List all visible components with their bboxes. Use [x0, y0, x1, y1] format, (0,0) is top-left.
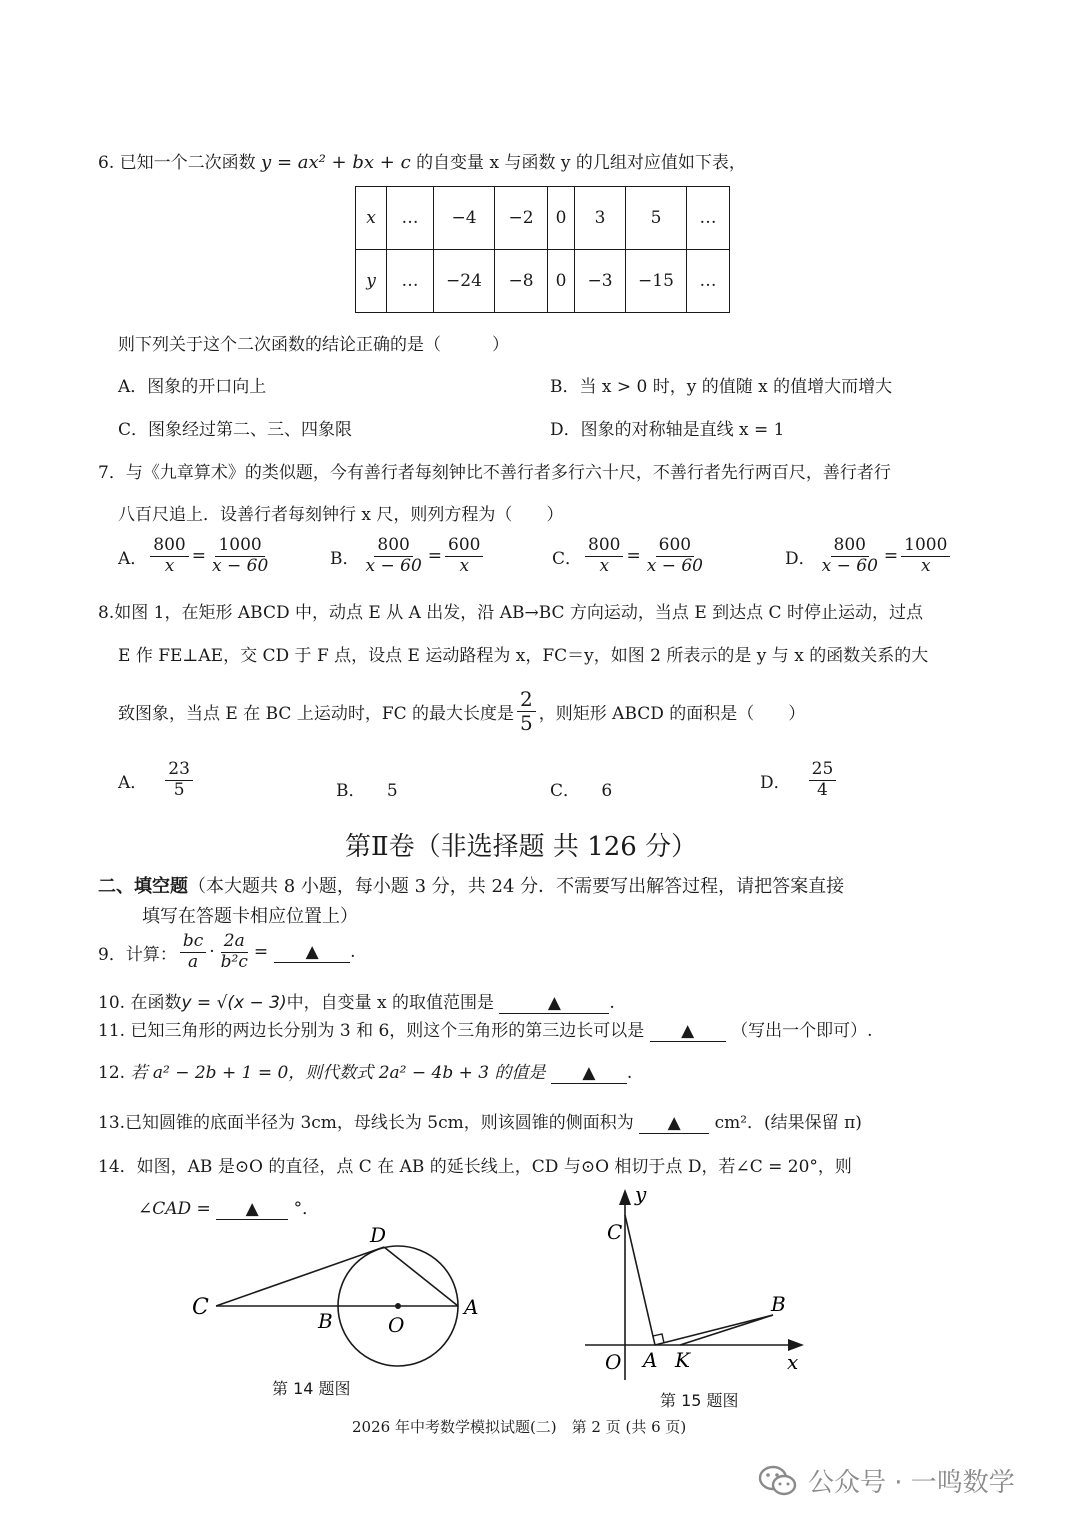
q11-text: 已知三角形的两边长分别为 3 和 6，则这个三角形的第三边长可以是 [130, 1021, 645, 1041]
segment-kb [680, 1315, 773, 1345]
numerator: 800 [831, 536, 869, 557]
numerator: 25 [809, 760, 837, 781]
numerator: 1000 [215, 536, 264, 557]
option-label: B． [336, 781, 366, 801]
numerator: 600 [656, 536, 694, 557]
denominator: 4 [817, 779, 828, 800]
table-cell: 5 [626, 187, 687, 250]
part2-heading-line2: 填写在答题卡相应位置上） [142, 906, 358, 927]
q13-unit: cm²．(结果保留 π) [714, 1113, 862, 1133]
label-a: A [643, 1348, 658, 1372]
section-heading: 二、填空题 [98, 876, 188, 897]
q7-option-c: C． $\frac{800}{x}$ = $\frac{600}{x - 60}$ [552, 536, 709, 576]
denominator: x [164, 555, 175, 576]
numerator: 800 [374, 536, 412, 557]
q10-line [98, 988, 615, 1014]
y-axis-arrow-icon [619, 1189, 631, 1205]
option-label: B． [330, 548, 360, 569]
denominator: x [599, 555, 610, 576]
part2-title: 第Ⅱ卷（非选择题 共 126 分） [345, 832, 698, 862]
fig15-caption: 第 15 题图 [660, 1391, 739, 1410]
q12-text: 若 a² − 2b + 1 = 0，则代数式 2a² − 4b + 3 的值是 [130, 1063, 546, 1083]
option-label: C． [118, 420, 149, 440]
punctuation: . [626, 1063, 633, 1083]
table-cell: 0 [548, 187, 575, 250]
q7-line1 [98, 458, 891, 483]
q7-line2: 八百尺追上．设善行者每刻钟行 x 尺，则列方程为（ ） [118, 505, 564, 525]
q7-option-a: A． $\frac{800}{x}$ = $\frac{1000}{x - 60}$ [118, 536, 274, 576]
table-cell: … [687, 250, 730, 313]
q8-option-a [118, 760, 196, 800]
watermark-text: 公众号 · 一鸣数学 [808, 1468, 1015, 1498]
q6-option-c [118, 415, 352, 440]
q13-number: 13. [98, 1113, 126, 1133]
denominator: a [187, 951, 199, 972]
fraction [218, 932, 251, 972]
denominator: x [921, 555, 931, 576]
option-label: A． [118, 377, 148, 397]
q10-formula: y = √(x − 3) [181, 993, 287, 1013]
q6-option-a [118, 372, 266, 397]
q8-line1 [98, 598, 923, 623]
numerator: 23 [165, 760, 193, 781]
numerator: bc [180, 932, 206, 953]
numerator: 2a [221, 932, 248, 953]
denominator: x − 60 [365, 555, 422, 576]
fraction [150, 536, 188, 576]
option-label: B． [550, 377, 580, 397]
label-a: A [464, 1295, 479, 1319]
q7-text: 与《九章算术》的类似题，今有善行者每刻钟比不善行者多行六十尺，不善行者先行两百尺，善行者行 [125, 463, 891, 483]
q14-line [98, 1152, 852, 1177]
triangle-mark-icon: ▲ [681, 1021, 695, 1041]
option-label: A． [118, 548, 148, 569]
label-b: B [771, 1292, 786, 1316]
label-y: y [635, 1185, 647, 1206]
punctuation: . [350, 942, 356, 963]
table-cell: 3 [575, 187, 626, 250]
option-label: C． [550, 781, 581, 801]
triangle-mark-icon: ▲ [582, 1063, 596, 1083]
equals-sign: = [253, 942, 269, 963]
fraction [363, 536, 425, 576]
label-x: x [787, 1350, 799, 1374]
q6-option-b [550, 372, 892, 397]
q8-number: 8. [98, 603, 115, 623]
q11-line [98, 1016, 873, 1042]
denominator: b²c [220, 951, 248, 972]
answer-blank[interactable] [639, 1113, 709, 1134]
table-cell: 0 [548, 250, 575, 313]
fig15-diagram [585, 1185, 815, 1385]
label-c: C [192, 1295, 209, 1320]
fraction [809, 760, 837, 800]
option-label: D． [785, 548, 816, 569]
numerator: 1000 [901, 536, 950, 557]
option-text: 6 [601, 781, 613, 801]
answer-blank[interactable] [499, 993, 609, 1014]
watermark [758, 1462, 1015, 1499]
q6-text-b: 的自变量 x 与函数 y 的几组对应值如下表， [416, 153, 746, 173]
label-c: C [607, 1220, 623, 1244]
segment-ca [625, 1215, 655, 1345]
fraction [209, 536, 271, 576]
option-label: A． [118, 772, 148, 793]
denominator: 5 [520, 711, 533, 735]
option-text: 图象的开口向上 [147, 377, 267, 397]
table-cell: −2 [495, 187, 548, 250]
option-text: 图象的对称轴是直线 x = 1 [580, 420, 785, 440]
table-cell: −15 [626, 250, 687, 313]
segment-ab [655, 1315, 773, 1345]
table-cell: … [387, 187, 434, 250]
label-o: O [605, 1350, 622, 1374]
option-text: 5 [386, 781, 398, 801]
q8-option-c [550, 776, 612, 801]
option-label: C． [552, 548, 583, 569]
fraction [517, 688, 536, 735]
q6-value-table [355, 186, 730, 313]
q10-number: 10. [98, 993, 126, 1013]
q11-number: 11. [98, 1021, 126, 1041]
triangle-mark-icon: ▲ [547, 993, 561, 1013]
answer-blank[interactable] [274, 942, 350, 963]
table-cell: −24 [434, 250, 495, 313]
q8-option-b [336, 776, 398, 801]
answer-blank[interactable] [551, 1063, 627, 1084]
q6-text-a: 已知一个二次函数 [119, 153, 256, 173]
option-text: 当 x > 0 时，y 的值随 x 的值增大而增大 [579, 377, 893, 397]
q13-line [98, 1108, 862, 1134]
table-cell: … [687, 187, 730, 250]
option-label: D． [760, 772, 791, 793]
q7-option-b: B． $\frac{800}{x - 60}$ = $\frac{600}{x}$ [330, 536, 486, 576]
q14-line2 [138, 1194, 319, 1220]
page-footer: 2026 年中考数学模拟试题(二) 第 2 页 (共 6 页) [352, 1418, 687, 1436]
option-label: D． [550, 420, 581, 440]
denominator: 5 [173, 779, 185, 800]
q8-option-d [760, 760, 839, 800]
center-dot [395, 1303, 401, 1309]
option-text: 图象经过第二、三、四象限 [148, 420, 353, 440]
answer-blank[interactable] [216, 1199, 288, 1220]
label-k: K [675, 1348, 690, 1372]
table-cell: y [356, 250, 387, 313]
q11-hint: （写出一个即可）. [731, 1021, 873, 1041]
q8-line2: E 作 FE⊥AE，交 CD 于 F 点，设点 E 运动路程为 x，FC＝y，如图 2 所表示的是 y 与 x 的函数关系的大 [118, 646, 929, 666]
numerator: 800 [150, 536, 188, 557]
q14-text: 如图，AB 是⊙O 的直径，点 C 在 AB 的延长线上，CD 与⊙O 相切于点 D，若∠C = 20°，则 [136, 1157, 852, 1177]
q10-text-a: 在函数 [130, 993, 182, 1013]
label-o: O [388, 1313, 405, 1337]
fraction [585, 536, 623, 576]
chord-da [384, 1247, 458, 1306]
table-row [356, 250, 730, 313]
q9-number: 9． [98, 944, 126, 965]
q6-formula: y = ax² + bx + c [261, 152, 411, 173]
numerator: 2 [517, 688, 536, 712]
table-cell: −8 [495, 250, 548, 313]
triangle-mark-icon: ▲ [245, 1199, 259, 1219]
part2-heading [98, 872, 844, 898]
q9-line: 9． 计算： $\frac{bc}{a}$ · $\frac{2a}{\text{b²c}}$ = ▲ . [98, 931, 356, 972]
fraction [180, 932, 206, 972]
denominator: x − 60 [821, 555, 878, 576]
q10-text-b: 中，自变量 x 的取值范围是 [286, 993, 494, 1013]
label-b: B [318, 1309, 333, 1333]
punctuation: . [609, 993, 615, 1013]
q9-text: 计算： [125, 944, 177, 965]
q8-text-b: ，则矩形 ABCD 的面积是（ ） [538, 704, 806, 724]
fraction [445, 536, 483, 576]
q12-line [98, 1058, 632, 1084]
q6-option-d [550, 415, 785, 440]
q14-angle: ∠CAD = [138, 1199, 211, 1219]
numerator: 600 [445, 536, 483, 557]
q8-line3 [118, 688, 805, 735]
q14-number: 14． [98, 1157, 137, 1177]
table-cell: −4 [434, 187, 495, 250]
q6-line [98, 148, 746, 173]
q7-number: 7． [98, 463, 126, 483]
q13-text: 已知圆锥的底面半径为 3cm，母线长为 5cm，则该圆锥的侧面积为 [125, 1113, 634, 1133]
fig14-diagram [180, 1218, 510, 1378]
table-cell: … [387, 250, 434, 313]
q7-option-d: D． $\frac{800}{x - 60}$ = $\frac{1000}{x}$ [785, 536, 953, 576]
denominator: x [459, 555, 470, 576]
degree-mark: °． [293, 1199, 320, 1219]
table-row [356, 187, 730, 250]
triangle-mark-icon: ▲ [305, 941, 319, 962]
fig14-caption: 第 14 题图 [272, 1379, 351, 1398]
q8-text-a: 致图象，当点 E 在 BC 上运动时，FC 的最大长度是 [118, 704, 515, 724]
triangle-mark-icon: ▲ [667, 1113, 681, 1133]
fraction [165, 760, 193, 800]
q6-number: 6. [98, 153, 115, 173]
fraction [644, 536, 706, 576]
fraction [819, 536, 881, 576]
q12-number: 12. [98, 1063, 126, 1083]
table-cell: x [356, 187, 387, 250]
label-d: D [370, 1223, 387, 1247]
table-cell: −3 [575, 250, 626, 313]
tangent-cd [216, 1247, 384, 1306]
section-heading-rest: （本大题共 8 小题，每小题 3 分，共 24 分．不需要写出解答过程，请把答案直接 [188, 876, 845, 897]
fraction [901, 536, 950, 576]
numerator: 800 [585, 536, 623, 557]
q8-text: 如图 1，在矩形 ABCD 中，动点 E 从 A 出发，沿 AB→BC 方向运动，当点 E 到达点 C 时停止运动，过点 [114, 603, 923, 623]
denominator: x − 60 [211, 555, 269, 576]
wechat-icon [758, 1464, 798, 1498]
answer-blank[interactable] [650, 1021, 726, 1042]
denominator: x − 60 [646, 555, 703, 576]
q6-stem: 则下列关于这个二次函数的结论正确的是（ ） [118, 335, 509, 355]
